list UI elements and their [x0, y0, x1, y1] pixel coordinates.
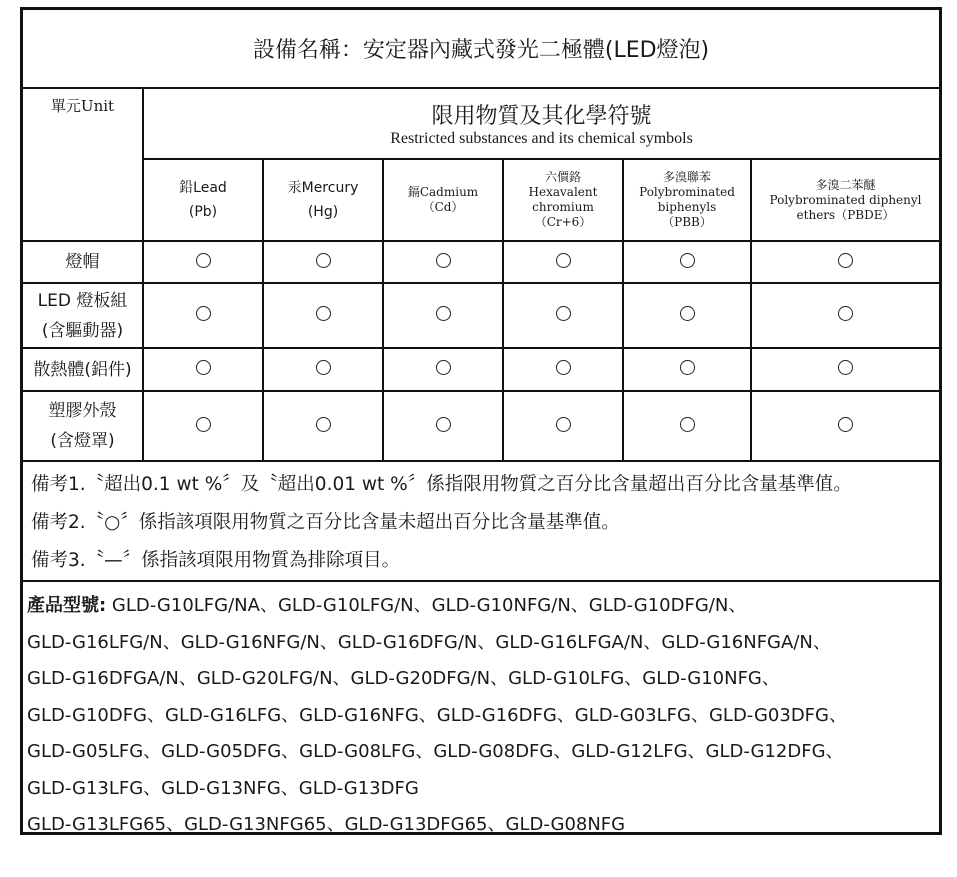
component-name1: 散熱體(鋁件)	[33, 359, 132, 380]
mark-cell	[623, 241, 751, 283]
substance-2-line1: 汞Mercury	[287, 180, 359, 196]
substance-4-line2: Hexavalent	[528, 185, 598, 199]
substance-header-5	[623, 159, 751, 241]
not-exceeding-circle-mark	[196, 306, 211, 321]
mark-cell	[623, 283, 751, 348]
substance-4-line3: chromium	[532, 200, 594, 214]
models-line-5: GLD-G05LFG、GLD-G05DFG、GLD-G08LFG、GLD-G08DFG、GLD-G12LFG、GLD-G12DFG、	[27, 741, 844, 762]
mark-cell	[143, 348, 263, 391]
mark-cell	[263, 241, 383, 283]
mark-cell	[623, 348, 751, 391]
mark-cell	[383, 348, 503, 391]
mark-cell	[503, 283, 623, 348]
product-models-section	[23, 580, 939, 844]
mark-cell	[623, 391, 751, 461]
not-exceeding-circle-mark	[680, 360, 695, 375]
not-exceeding-circle-mark	[838, 360, 853, 375]
mark-cell	[143, 391, 263, 461]
component-name1: LED 燈板組	[37, 290, 128, 311]
mark-cell	[383, 283, 503, 348]
not-exceeding-circle-mark	[556, 417, 571, 432]
note-1: 備考1.〝超出0.1 wt %〞及〝超出0.01 wt %〞係指限用物質之百分比含量超出百分比含量基準值。	[31, 474, 852, 495]
models-label: 產品型號:	[27, 595, 107, 616]
table-row	[23, 348, 939, 391]
component-name-cell	[23, 283, 143, 348]
models-text-1: GLD-G10LFG/NA、GLD-G10LFG/N、GLD-G10NFG/N、GLD-G10DFG/N、	[106, 595, 747, 616]
notes-section	[23, 462, 939, 580]
not-exceeding-circle-mark	[436, 306, 451, 321]
mark-cell	[751, 241, 939, 283]
table-row	[23, 283, 939, 348]
substance-4-line1: 六價鉻	[544, 170, 581, 184]
not-exceeding-circle-mark	[556, 253, 571, 268]
not-exceeding-circle-mark	[316, 306, 331, 321]
substance-3-line1: 鎘Cadmium	[407, 185, 479, 199]
substance-5-line3: biphenyls	[657, 200, 717, 214]
models-line-2: GLD-G16LFG/N、GLD-G16NFG/N、GLD-G16DFG/N、GLD-G16LFGA/N、GLD-G16NFGA/N、	[27, 631, 831, 653]
component-name-cell	[23, 241, 143, 283]
not-exceeding-circle-mark	[680, 253, 695, 268]
not-exceeding-circle-mark	[196, 360, 211, 375]
substance-4-line4: （Cr+6）	[534, 215, 592, 229]
models-line-6: GLD-G13LFG、GLD-G13NFG、GLD-G13DFG	[27, 777, 419, 799]
table-row	[23, 241, 939, 283]
substance-5-line4: （PBB）	[662, 215, 712, 229]
not-exceeding-circle-mark	[196, 253, 211, 268]
models-line-3: GLD-G16DFGA/N、GLD-G20LFG/N、GLD-G20DFG/N、GLD-G10LFG、GLD-G10NFG、	[27, 668, 780, 689]
not-exceeding-circle-mark	[838, 253, 853, 268]
mark-cell	[503, 348, 623, 391]
not-exceeding-circle-mark	[436, 417, 451, 432]
mark-cell	[263, 283, 383, 348]
substance-1-line1: 鉛Lead	[179, 180, 227, 196]
models-line-1	[27, 588, 939, 625]
not-exceeding-circle-mark	[680, 417, 695, 432]
models-line-4: GLD-G10DFG、GLD-G16LFG、GLD-G16NFG、GLD-G16DFG、GLD-G03LFG、GLD-G03DFG、	[27, 704, 847, 726]
substance-5-line1: 多溴聯苯	[662, 170, 711, 184]
unit-header: 單元Unit	[23, 89, 143, 241]
component-name2: (含驅動器)	[41, 320, 124, 341]
not-exceeding-circle-mark	[556, 360, 571, 375]
note-3: 備考3.〝—〞係指該項限用物質為排除項目。	[31, 550, 401, 571]
restricted-title-zh: 限用物質及其化學符號	[431, 103, 652, 129]
substance-header-1	[143, 159, 263, 241]
substance-header-4	[503, 159, 623, 241]
mark-cell	[383, 391, 503, 461]
substance-header-2	[263, 159, 383, 241]
not-exceeding-circle-mark	[316, 417, 331, 432]
component-name2: (含燈罩)	[50, 431, 115, 451]
component-name-cell	[23, 391, 143, 461]
equipment-title: 設備名稱：安定器內藏式發光二極體(LED燈泡)	[23, 10, 939, 89]
substance-6-line1: 多溴二苯醚	[815, 177, 876, 192]
mark-cell	[751, 391, 939, 461]
mark-cell	[751, 283, 939, 348]
restricted-substances-table	[23, 89, 939, 462]
substance-3-line2: （Cd）	[422, 200, 464, 214]
table-row	[23, 391, 939, 461]
mark-cell	[751, 348, 939, 391]
mark-cell	[263, 348, 383, 391]
rohs-declaration-sheet	[20, 7, 942, 835]
mark-cell	[503, 241, 623, 283]
mark-cell	[143, 241, 263, 283]
substance-5-line2: Polybrominated	[639, 185, 735, 199]
models-line-7: GLD-G13LFG65、GLD-G13NFG65、GLD-G13DFG65、GLD-G08NFG	[27, 814, 626, 835]
component-name-cell	[23, 348, 143, 391]
substance-6-line2: Polybrominated diphenyl	[769, 192, 922, 207]
substance-header-6	[751, 159, 939, 241]
not-exceeding-circle-mark	[316, 360, 331, 375]
note-2: 備考2.〝○〞係指該項限用物質之百分比含量未超出百分比含量基準值。	[31, 512, 620, 533]
not-exceeding-circle-mark	[838, 306, 853, 321]
mark-cell	[263, 391, 383, 461]
restricted-title-en: Restricted substances and its chemical symbols	[390, 129, 693, 147]
component-name1: 塑膠外殼	[48, 401, 117, 421]
substance-1-line2: (Pb)	[188, 204, 218, 220]
not-exceeding-circle-mark	[680, 306, 695, 321]
not-exceeding-circle-mark	[556, 306, 571, 321]
not-exceeding-circle-mark	[316, 253, 331, 268]
not-exceeding-circle-mark	[196, 417, 211, 432]
restricted-substances-header	[143, 89, 939, 159]
substance-2-line2: (Hg)	[307, 204, 339, 220]
mark-cell	[383, 241, 503, 283]
not-exceeding-circle-mark	[436, 360, 451, 375]
substance-header-3	[383, 159, 503, 241]
substance-6-line3: ethers（PBDE）	[796, 207, 895, 222]
mark-cell	[143, 283, 263, 348]
mark-cell	[503, 391, 623, 461]
component-name1: 燈帽	[65, 252, 100, 272]
not-exceeding-circle-mark	[838, 417, 853, 432]
not-exceeding-circle-mark	[436, 253, 451, 268]
